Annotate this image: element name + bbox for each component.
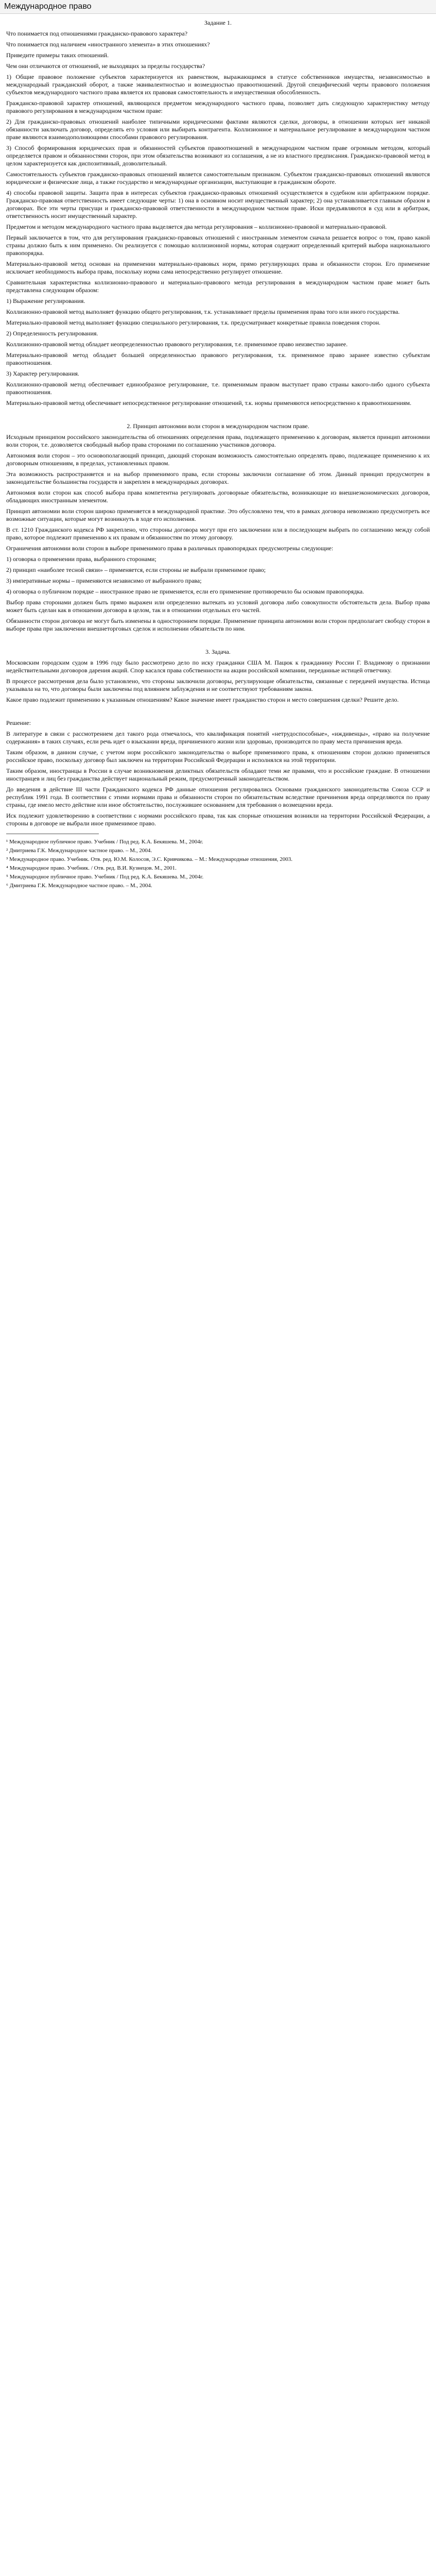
paragraph: 2) Определенность регулирования. bbox=[6, 330, 98, 337]
paragraph: 1) Выражение регулирования. bbox=[6, 297, 85, 304]
paragraph: Исходным принципом российского законодательства об отношениях определения права, подлежащего применению к договорам, является принцип автономии воли сторон, т.е. дозволяется свободный выбор права сторонами по соглашению участников договора. bbox=[6, 433, 430, 448]
paragraph: 4) оговорка о публичном порядке – иностранное право не применяется, если его применение противоречило бы основам правопорядка. bbox=[6, 588, 364, 595]
solution-body bbox=[6, 730, 430, 827]
paragraph: 1) оговорка о применении права, выбранного сторонами; bbox=[6, 555, 156, 563]
paragraph: Коллизионно-правовой метод обеспечивает единообразное регулирование, т.е. применимым правом выступает право страны какого-либо одного субъекта правоотношения. bbox=[6, 381, 430, 396]
paragraph: Коллизионно-правовой метод выполняет функцию общего регулирования, т.к. устанавливает пределы применения права того или иного государства. bbox=[6, 308, 400, 315]
page-title: Международное право bbox=[4, 2, 92, 11]
footnote: ⁵ Международное публичное право. Учебник / Под ред. К.А. Бекяшева. М., 2004г. bbox=[6, 874, 204, 880]
paragraph: Иск подлежит удовлетворению в соответствии с нормами российского права, так как спорные отношения возникли на территории Российской Федерации, а стороны в договоре не выбрали иное применимое право. bbox=[6, 812, 430, 827]
paragraph: В литературе в связи с рассмотрением дел такого рода отмечалось, что квалификация понятий «нетрудоспособные», «иждивенцы», «право на получение содержания» в таких случаях, если речь идет о взыскании вреда, причиненного жизни или здоровью, производится по праву места причинения вреда. bbox=[6, 730, 430, 745]
paragraph: Материально-правовой метод обеспечивает непосредственное регулирование отношений, т.к. нормы применяются непосредственно к правоотношениям. bbox=[6, 399, 412, 406]
paragraph: Московским городским судом в 1996 году было рассмотрено дело по иску гражданки США М. Пацюк к гражданину России Г. Владимову о признании недействительными договоров дарения акций. Спор касался права собственности на акции российской компании, переданные истицей ответчику. bbox=[6, 659, 430, 674]
task1-answer bbox=[6, 73, 430, 407]
solution-heading: Решение: bbox=[6, 719, 31, 726]
footnote: ¹ Международное публичное право. Учебник / Под ред. К.А. Бекяшева. М., 2004г. bbox=[6, 839, 203, 845]
paragraph: Выбор права сторонами должен быть прямо выражен или определенно вытекать из условий договора либо совокупности обстоятельств дела. Выбор права может быть сделан как в отношении договора в целом, так и в отношении отдельных его частей. bbox=[6, 599, 430, 614]
footnote: ² Дмитриева Г.К. Международное частное право. – М., 2004. bbox=[6, 848, 152, 854]
task3-body bbox=[6, 659, 430, 704]
paragraph: В ст. 1210 Гражданского кодекса РФ закреплено, что стороны договора могут при его заключении или в последующем выбрать по соглашению между собой право, которое подлежит применению к их правам и обязанностям по этому договору. bbox=[6, 526, 430, 541]
paragraph: 3) Способ формирования юридических прав и обязанностей субъектов правоотношений в международном частном праве огромным методом, который определяется правом и обязанностями сторон, при этом обязательства возникают из соглашения, а не из властного предписания. Гражданско-правовой метод в целом характеризуется как диспозитивный, дозволительный. bbox=[6, 144, 430, 167]
paragraph: До введения в действие III части Гражданского кодекса РФ данные отношения регулировались Основами гражданского законодательства Союза ССР и республик 1991 года. В соответствии с этими нормами права и обязанности сторон по обязательствам вследствие причинения вреда определяются по праву страны, где имело место действие или иное обстоятельство, послужившее основанием для требования о возмещении вреда. bbox=[6, 786, 430, 808]
paragraph: Материально-правовой метод выполняет функцию специального регулирования, т.к. предусматривает конкретные правила поведения сторон. bbox=[6, 319, 381, 326]
footnote: ⁶ Дмитриева Г.К. Международное частное право. – М., 2004. bbox=[6, 883, 152, 889]
paragraph: Сравнительная характеристика коллизионно-правового и материально-правового метода регулирования в международном частном праве может быть представлена следующим образом: bbox=[6, 279, 430, 294]
document-page bbox=[0, 14, 436, 2576]
paragraph: Материально-правовой метод основан на применении материально-правовых норм, прямо регулирующих права и обязанности сторон. Его применение исключает необходимость выбора права, поскольку норма сама непосредственно регулирует отношение. bbox=[6, 260, 430, 275]
paragraph: Принцип автономии воли сторон широко применяется в международной практике. Это обусловлено тем, что в рамках договора невозможно предусмотреть все возможные ситуации, которые могут возникнуть в ходе его исполнения. bbox=[6, 507, 430, 522]
document-body bbox=[0, 14, 436, 889]
footnote: ⁴ Международное право. Учебник. / Отв. ред. В.И. Кузнецов. М., 2001. bbox=[6, 865, 177, 871]
paragraph: Самостоятельность субъектов гражданско-правовых отношений является самостоятельным признаком. Субъектом гражданско-правовых отношений являются юридические и физические лица, а также государство и международные организации, выступающие в гражданском обороте. bbox=[6, 171, 430, 185]
paragraph: Автономия воли сторон как способ выбора права компетентна регулировать договорные обязательства, возникающие из внешнеэкономических договоров, обладающих иностранным элементом. bbox=[6, 489, 430, 504]
paragraph: Обязанности сторон договора не могут быть изменены в одностороннем порядке. Применение принципа автономии воли сторон предполагает свободу сторон в выборе права при заключении внешнеторговых сделок и исполнении обязательств по ним. bbox=[6, 617, 430, 632]
footnote: ³ Международное право. Учебник. Отв. ред. Ю.М. Колосов, Э.С. Кривчикова. – М.: Международные отношения, 2003. bbox=[6, 856, 293, 862]
task2-body bbox=[6, 433, 430, 633]
paragraph: Таким образом, в данном случае, с учетом норм российского законодательства о выборе применимого права, к отношениям сторон должно применяться российское право, поскольку договор был заключен на территории Российской Федерации и исполнялся на этой территории. bbox=[6, 749, 430, 764]
task3-heading: 3. Задача. bbox=[205, 648, 231, 655]
footnotes bbox=[6, 838, 430, 889]
paragraph: В процессе рассмотрения дела было установлено, что стороны заключили договоры, регулирующие обязательства, связанные с передачей имущества. Истица указывала на то, что договоры были заключены под влиянием заблуждения и не соответствуют требованиям закона. bbox=[6, 677, 430, 692]
paragraph: 3) Характер регулирования. bbox=[6, 370, 79, 377]
paragraph: Какое право подлежит применению к указанным отношениям? Какое значение имеет гражданство сторон и место совершения сделки? Решите дело. bbox=[6, 696, 399, 703]
paragraph: Гражданско-правовой характер отношений, являющихся предметом международного частного права, позволяет дать следующую характеристику методу правового регулирования в международном частном праве: bbox=[6, 99, 430, 114]
question: Чем они отличаются от отношений, не выходящих за пределы государства? bbox=[6, 62, 205, 70]
paragraph: Таким образом, иностранцы в России в случае возникновения деликтных обязательств обладают теми же правами, что и российские граждане. В отношении иностранцев и лиц без гражданства действует национальный режим, предусмотренный законодательством. bbox=[6, 767, 430, 782]
task1-questions bbox=[6, 30, 430, 70]
page-title-bar bbox=[0, 0, 436, 14]
task1-heading: Задание 1. bbox=[204, 19, 232, 26]
paragraph: 4) способы правовой защиты. Защита прав в интересах субъектов гражданско-правовых отношений осуществляется в судебном или арбитражном порядке. Гражданско-правовая ответственность имеет следующие черты: 1) она в основном носит имущественный характер; 2) она устанавливается главным образом в договорах. Все эти черты присущи и гражданско-правовой ответственности в международном частном праве. Иски предъявляются в суд или в арбитраж, ответственность носит имущественный характер. bbox=[6, 189, 430, 219]
paragraph: 1) Общие правовое положение субъектов характеризуется их равенством, выражающимся в статусе собственников имущества, независимостью в международный гражданский оборот, а также эквивалентностью и возмездностью правоотношений. Другой специфический черты правового положения субъектов международного частного права является их правовая самостоятельность и имущественная обособленность. bbox=[6, 73, 430, 96]
paragraph: 2) Для гражданско-правовых отношений наиболее типичными юридическими фактами являются сделки, договоры, в отношении которых нет никакой обязанности заключать договор, определять его условия или выбирать контрагента. Коллизионное и материальное регулирование в международном частном праве являются взаимодополняющими способами правового регулирования. bbox=[6, 118, 430, 141]
paragraph: Первый заключается в том, что для регулирования гражданско-правовых отношений с иностранным элементом сначала решается вопрос о том, право какой страны должно быть к ним применено. Он реализуется с помощью коллизионной нормы, которая содержит определенный критерий выбора национального правопорядка. bbox=[6, 234, 430, 257]
task2-heading: 2. Принцип автономии воли сторон в международном частном праве. bbox=[127, 422, 309, 430]
paragraph: Коллизионно-правовой метод обладает неопределенностью правового регулирования, т.е. применимое право неизвестно заранее. bbox=[6, 341, 348, 348]
question: Что понимается под наличием «иностранного элемента» в этих отношениях? bbox=[6, 41, 210, 48]
question: Что понимается под отношениями гражданско-правового характера? bbox=[6, 30, 188, 37]
paragraph: Предметом и методом международного частного права выделяется два метода регулирования – коллизионно-правовой и материально-правовой. bbox=[6, 223, 387, 230]
paragraph: Ограничения автономии воли сторон в выборе применимого права в различных правопорядках предусмотрены следующие: bbox=[6, 545, 334, 552]
paragraph: Автономия воли сторон – это основополагающий принцип, дающий сторонам возможность самостоятельно определять право, подлежащее применению к их договорным отношениям, в пределах, установленных правом. bbox=[6, 452, 430, 467]
paragraph: 3) императивные нормы – применяются независимо от выбранного права; bbox=[6, 577, 202, 584]
paragraph: Материально-правовой метод обладает большей определенностью правового регулирования, т.к. применимое право заранее известно субъектам правоотношения. bbox=[6, 351, 430, 366]
paragraph: Эта возможность распространяется и на выбор применимого права, если стороны заключили соглашение об этом. Данный принцип предусмотрен в законодательстве большинства государств и закреплен в международных договорах. bbox=[6, 470, 430, 485]
question: Приведите примеры таких отношений. bbox=[6, 52, 109, 59]
paragraph: 2) принцип «наиболее тесной связи» – применяется, если стороны не выбрали применимое право; bbox=[6, 566, 266, 573]
